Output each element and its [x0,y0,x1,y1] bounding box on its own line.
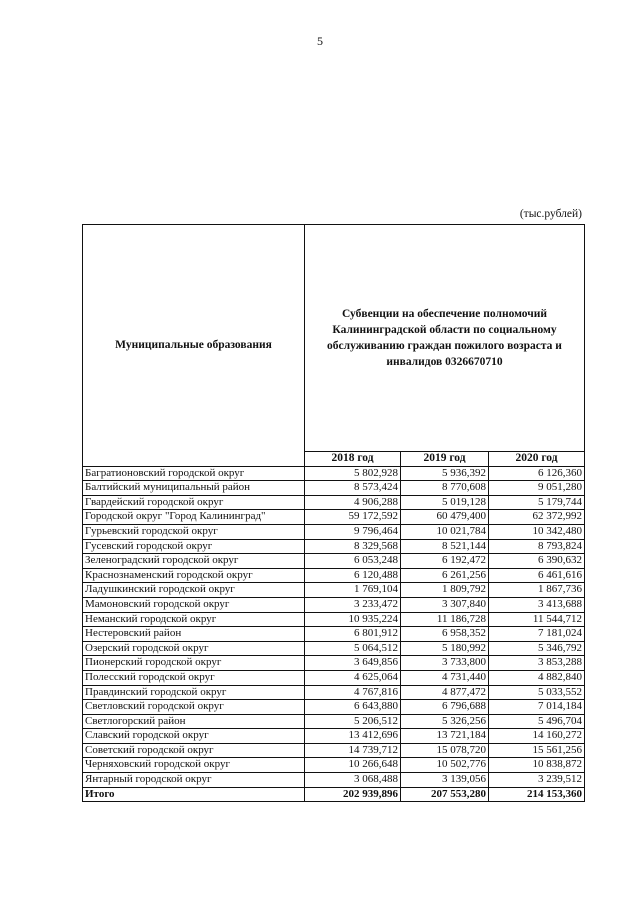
municipality-name: Краснознаменский городской округ [83,568,305,583]
value-2020: 5 346,792 [489,641,585,656]
municipality-name: Гурьевский городской округ [83,524,305,539]
total-row [83,787,585,802]
table-row [83,568,585,583]
units-label: (тыс.рублей) [519,208,582,220]
value-2019: 1 809,792 [401,583,489,598]
value-2018: 5 206,512 [305,714,401,729]
value-2019: 8 770,608 [401,481,489,496]
table-row [83,524,585,539]
value-2018: 10 266,648 [305,758,401,773]
municipality-name: Багратионовский городской округ [83,466,305,481]
value-2018: 6 120,488 [305,568,401,583]
table-row [83,729,585,744]
value-2020: 5 496,704 [489,714,585,729]
value-2018: 8 573,424 [305,481,401,496]
value-2018: 3 233,472 [305,597,401,612]
municipality-name: Янтарный городской округ [83,773,305,788]
table-row [83,612,585,627]
municipality-column-header: Муниципальные образования [83,225,305,467]
municipality-name: Неманский городской округ [83,612,305,627]
value-2019: 6 796,688 [401,700,489,715]
value-2019: 5 326,256 [401,714,489,729]
municipality-name: Светлогорский район [83,714,305,729]
value-2019: 13 721,184 [401,729,489,744]
value-2019: 60 479,400 [401,510,489,525]
municipality-name: Балтийский муниципальный район [83,481,305,496]
value-2020: 8 793,824 [489,539,585,554]
value-2020: 3 413,688 [489,597,585,612]
value-2020: 7 181,024 [489,627,585,642]
value-2020: 5 033,552 [489,685,585,700]
value-2020: 10 342,480 [489,524,585,539]
subvention-table [82,224,585,802]
value-2020: 1 867,736 [489,583,585,598]
total-label: Итого [83,787,305,802]
municipality-name: Зеленоградский городской округ [83,554,305,569]
table-row [83,583,585,598]
table-row [83,758,585,773]
value-2019: 11 186,728 [401,612,489,627]
value-2020: 3 853,288 [489,656,585,671]
subvention-column-header: Субвенции на обеспечение полномочий Калининградской области по социальному обслуживанию граждан пожилого возраста и инвалидов 0326670710 [305,225,585,452]
value-2019: 6 261,256 [401,568,489,583]
total-2019: 207 553,280 [401,787,489,802]
value-2019: 15 078,720 [401,743,489,758]
value-2018: 4 767,816 [305,685,401,700]
value-2020: 6 390,632 [489,554,585,569]
value-2019: 6 192,472 [401,554,489,569]
value-2019: 8 521,144 [401,539,489,554]
value-2018: 6 801,912 [305,627,401,642]
value-2019: 4 877,472 [401,685,489,700]
municipality-name: Городской округ "Город Калининград" [83,510,305,525]
table-row [83,714,585,729]
value-2019: 10 021,784 [401,524,489,539]
value-2019: 3 139,056 [401,773,489,788]
value-2018: 6 053,248 [305,554,401,569]
municipality-name: Ладушкинский городской округ [83,583,305,598]
year-header-2019: 2019 год [401,452,489,467]
value-2018: 5 064,512 [305,641,401,656]
value-2018: 4 906,288 [305,495,401,510]
year-header-2020: 2020 год [489,452,585,467]
table-row [83,656,585,671]
value-2020: 5 179,744 [489,495,585,510]
table-row [83,539,585,554]
value-2019: 3 733,800 [401,656,489,671]
table-row [83,495,585,510]
municipality-name: Мамоновский городской округ [83,597,305,612]
value-2020: 14 160,272 [489,729,585,744]
municipality-name: Нестеровский район [83,627,305,642]
value-2020: 10 838,872 [489,758,585,773]
municipality-name: Черняховский городской округ [83,758,305,773]
value-2020: 11 544,712 [489,612,585,627]
table-row [83,466,585,481]
value-2019: 5 019,128 [401,495,489,510]
year-header-2018: 2018 год [305,452,401,467]
value-2020: 4 882,840 [489,670,585,685]
value-2018: 5 802,928 [305,466,401,481]
table-row [83,670,585,685]
table-row [83,773,585,788]
value-2020: 15 561,256 [489,743,585,758]
table-row [83,627,585,642]
table-row [83,641,585,656]
total-2020: 214 153,360 [489,787,585,802]
table-row [83,743,585,758]
value-2020: 3 239,512 [489,773,585,788]
municipality-name: Гвардейский городской округ [83,495,305,510]
table-row [83,685,585,700]
table-row [83,554,585,569]
page-number: 5 [317,34,323,48]
value-2019: 10 502,776 [401,758,489,773]
value-2018: 8 329,568 [305,539,401,554]
value-2020: 7 014,184 [489,700,585,715]
value-2018: 3 068,488 [305,773,401,788]
table-row [83,510,585,525]
value-2018: 13 412,696 [305,729,401,744]
value-2018: 6 643,880 [305,700,401,715]
value-2019: 3 307,840 [401,597,489,612]
value-2020: 6 126,360 [489,466,585,481]
value-2018: 9 796,464 [305,524,401,539]
total-2018: 202 939,896 [305,787,401,802]
value-2020: 6 461,616 [489,568,585,583]
municipality-name: Светловский городской округ [83,700,305,715]
municipality-name: Правдинский городской округ [83,685,305,700]
value-2018: 3 649,856 [305,656,401,671]
table-row [83,597,585,612]
value-2018: 10 935,224 [305,612,401,627]
table-body [83,466,585,802]
value-2019: 4 731,440 [401,670,489,685]
value-2018: 4 625,064 [305,670,401,685]
municipality-name: Гусевский городской округ [83,539,305,554]
value-2018: 59 172,592 [305,510,401,525]
municipality-name: Озерский городской округ [83,641,305,656]
municipality-name: Славский городской округ [83,729,305,744]
table-row [83,700,585,715]
municipality-name: Советский городской округ [83,743,305,758]
value-2020: 62 372,992 [489,510,585,525]
municipality-name: Полесский городской округ [83,670,305,685]
value-2019: 6 958,352 [401,627,489,642]
value-2020: 9 051,280 [489,481,585,496]
value-2019: 5 936,392 [401,466,489,481]
municipality-name: Пионерский городской округ [83,656,305,671]
value-2018: 1 769,104 [305,583,401,598]
value-2018: 14 739,712 [305,743,401,758]
table-row [83,481,585,496]
value-2019: 5 180,992 [401,641,489,656]
